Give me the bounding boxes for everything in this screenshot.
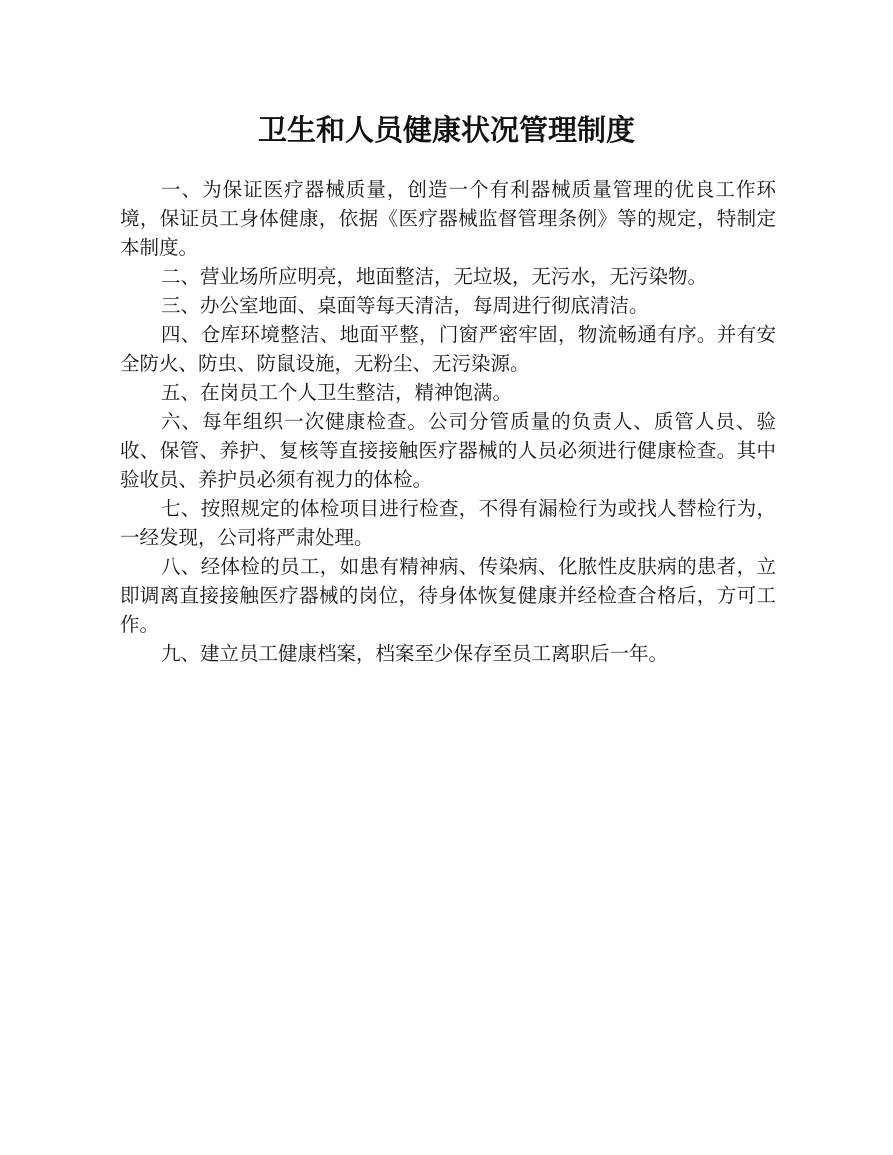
paragraph-5: 五、在岗员工个人卫生整洁，精神饱满。 — [161, 381, 513, 404]
document-title: 卫生和人员健康状况管理制度 — [257, 113, 635, 147]
paragraph-1: 一、为保证医疗器械质量，创造一个有利器械质量管理的优良工作环境，保证员工身体健康，依据《医疗器械监督管理条例》等的规定，特制定本制度。 — [120, 178, 776, 259]
paragraph-4: 四、仓库环境整洁、地面平整，门窗严密牢固，物流畅通有序。并有安全防火、防虫、防鼠设施，无粉尘、无污染源。 — [120, 323, 776, 375]
document-body — [120, 175, 776, 668]
paragraph-9: 九、建立员工健康档案，档案至少保存至员工离职后一年。 — [161, 642, 669, 665]
paragraph-3: 三、办公室地面、桌面等每天清洁，每周进行彻底清洁。 — [161, 294, 649, 317]
paragraph-8: 八、经体检的员工，如患有精神病、传染病、化脓性皮肤病的患者，立即调离直接接触医疗器械的岗位，待身体恢复健康并经检查合格后，方可工作。 — [120, 555, 776, 636]
paragraph-2: 二、营业场所应明亮，地面整洁，无垃圾，无污水，无污染物。 — [161, 265, 708, 288]
paragraph-6: 六、每年组织一次健康检查。公司分管质量的负责人、质管人员、验收、保管、养护、复核等直接接触医疗器械的人员必须进行健康检查。其中验收员、养护员必须有视力的体检。 — [120, 410, 776, 491]
paragraph-7: 七、按照规定的体检项目进行检查，不得有漏检行为或找人替检行为，一经发现，公司将严肃处理。 — [120, 497, 776, 549]
